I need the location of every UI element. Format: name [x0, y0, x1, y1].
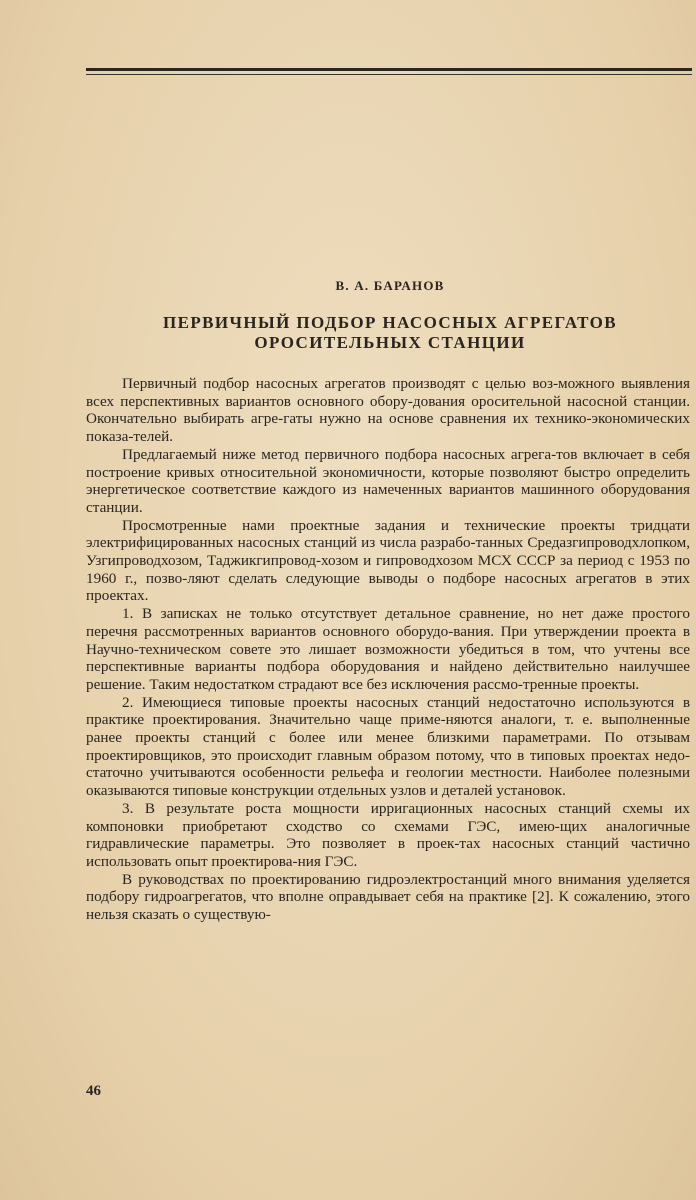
title-line-1: ПЕРВИЧНЫЙ ПОДБОР НАСОСНЫХ АГРЕГАТОВ	[163, 313, 617, 332]
paragraph: Первичный подбор насосных агрегатов производят с целью воз-можного выявления всех перспективных вариантов основного обору-дования оросительной насосной станции. Окончательно выбирать агре-гаты нужно на основе сравнения их технико-экономических показа-телей.	[86, 375, 690, 446]
paragraph: 1. В записках не только отсутствует детальное сравнение, но нет даже простого перечня рассмотренных вариантов основного оборудо-вания. При утверждении проекта в Научно-техническом совете это лишает возможности убедиться в том, что учтены все перспективные варианты подбора оборудования и найдено действительно наилучшее решение. Таким недостатком страдают все без исключения рассмо-тренные проекты.	[86, 605, 690, 693]
paragraph: 2. Имеющиеся типовые проекты насосных станций недостаточно используются в практике проектирования. Значительно чаще приме-няются аналоги, т. е. выполненные ранее проекты станций с более или менее близкими параметрами. По отзывам проектировщиков, это происходит главным образом потому, что в типовых проектах недо-статочно учитываются особенности рельефа и геологии местности. Наиболее полезными оказываются типовые конструкции отдельных узлов и деталей установок.	[86, 693, 690, 800]
author-name: В. А. БАРАНОВ	[335, 278, 445, 293]
paragraph: Просмотренные нами проектные задания и технические проекты тридцати электрифицированных насосных станций из числа разрабо-танных Средазгипроводхлопком, Узгипроводхозом, Таджикгипровод-хозом и гипроводхозом МСХ СССР за период с 1953 по 1960 г., позво-ляют сделать следующие выводы о подборе насосных агрегатов в этих проектах.	[86, 516, 690, 605]
article-body	[86, 375, 690, 924]
paragraph: В руководствах по проектированию гидроэлектростанций много внимания уделяется подбору гидроагрегатов, что вполне оправдывает себя на практике [2]. К сожалению, этого нельзя сказать о существую-	[86, 870, 690, 924]
page-number: 46	[86, 1083, 101, 1099]
title-line-2: ОРОСИТЕЛЬНЫХ СТАНЦИИ	[254, 333, 526, 352]
article-title	[0, 313, 696, 353]
paragraph: 3. В результате роста мощности ирригационных насосных станций схемы их компоновки приобретают сходство со схемами ГЭС, имею-щих аналогичные гидравлические параметры. Это позволяет в проек-тах насосных станций частично использовать опыт проектирова-ния ГЭС.	[86, 799, 690, 870]
top-rule	[86, 68, 692, 71]
paragraph: Предлагаемый ниже метод первичного подбора насосных агрега-тов включает в себя построение кривых относительной экономичности, которые позволяют быстро определить энергетическое соответствие каждого из намеченных вариантов машинного оборудования станции.	[86, 445, 690, 516]
top-rule-thin	[86, 74, 692, 75]
